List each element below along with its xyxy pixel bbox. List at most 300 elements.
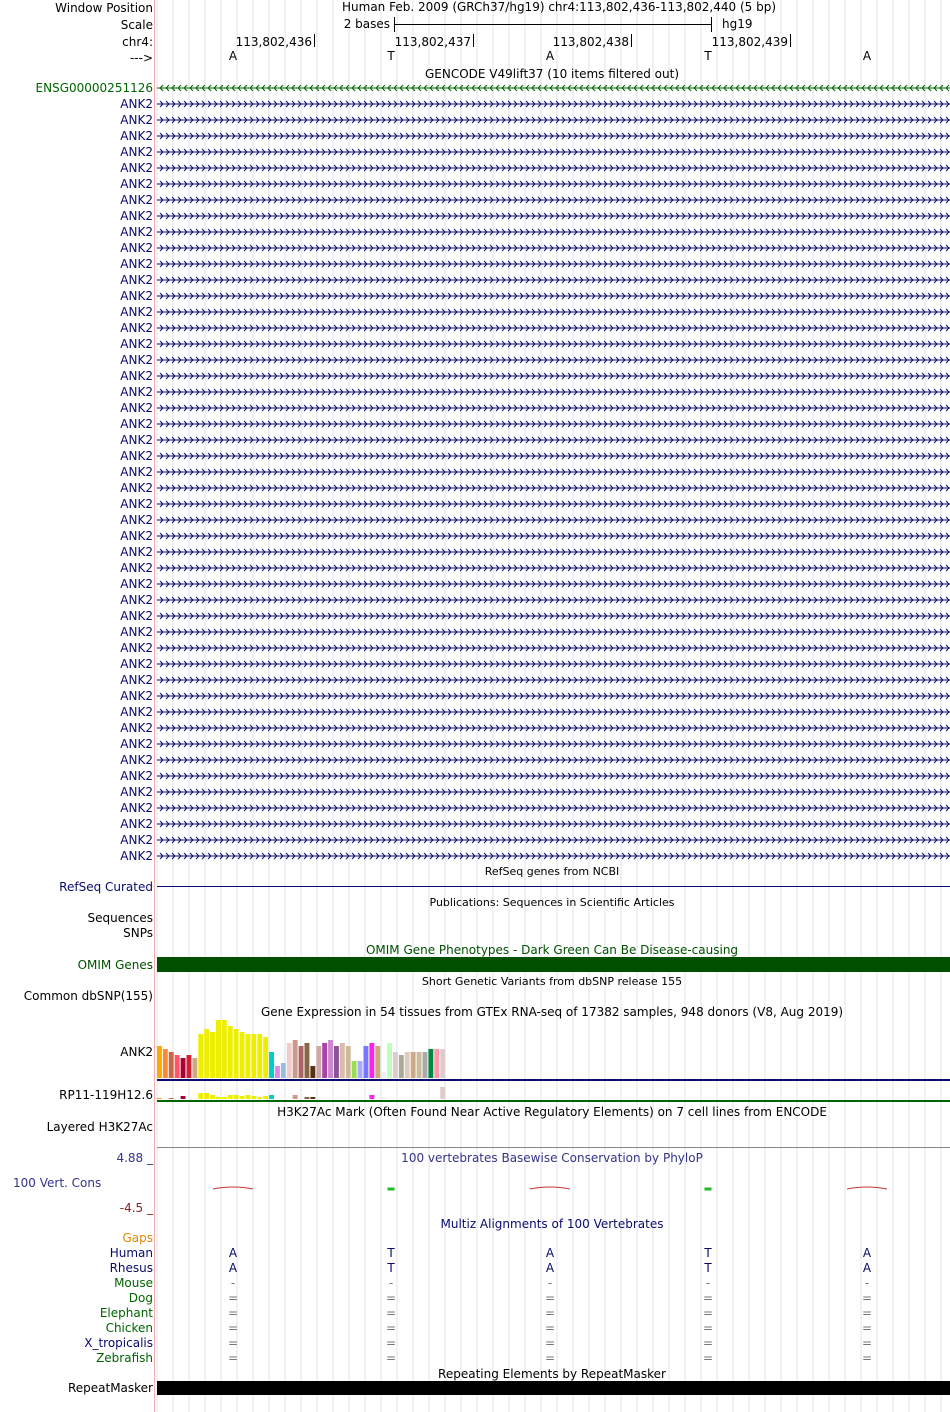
plus-strand-arrows [157, 803, 950, 813]
ruler-base: A [862, 49, 872, 63]
gencode-gene-label[interactable]: ANK2 [120, 225, 153, 239]
gencode-gene-label[interactable]: ANK2 [120, 289, 153, 303]
gencode-gene-label[interactable]: ANK2 [120, 561, 153, 575]
multiz-aligned-base: - [388, 1276, 394, 1290]
gtex-rp11-tissue-bar [369, 1095, 374, 1099]
multiz-species-label[interactable]: Dog [128, 1291, 153, 1305]
gencode-gene-label[interactable]: ANK2 [120, 609, 153, 623]
gencode-row-ank2[interactable] [0, 288, 950, 304]
gencode-gene-label[interactable]: ANK2 [120, 97, 153, 111]
gtex-rp11-tissue-bar [216, 1097, 221, 1099]
plus-strand-arrows [157, 531, 950, 541]
gtex-tissue-bar [269, 1052, 274, 1078]
gencode-row-ank2[interactable] [0, 400, 950, 416]
plus-strand-arrows [157, 259, 950, 269]
multiz-aligned-base: = [544, 1306, 556, 1320]
multiz-aligned-base: = [544, 1336, 556, 1350]
multiz-aligned-base: = [861, 1351, 873, 1365]
gtex-rp11-tissue-bar [228, 1095, 233, 1099]
gtex-track-title[interactable]: Gene Expression in 54 tissues from GTEx RNA-seq of 17382 samples, 948 donors (V8, Aug 2019) [260, 1005, 844, 1019]
gencode-row-ank2[interactable] [0, 736, 950, 752]
multiz-gaps-label: Gaps [122, 1231, 153, 1245]
assembly-position-text: Human Feb. 2009 (GRCh37/hg19) chr4:113,802,436-113,802,440 (5 bp) [342, 0, 777, 14]
plus-strand-arrows [157, 163, 950, 173]
gencode-row-ensg[interactable] [0, 80, 950, 96]
plus-strand-arrows [157, 547, 950, 557]
ruler-base: A [228, 49, 238, 63]
multiz-aligned-base: = [227, 1336, 239, 1350]
plus-strand-arrows [157, 467, 950, 477]
gencode-row-ank2[interactable] [0, 544, 950, 560]
gencode-row-ank2[interactable] [0, 640, 950, 656]
publications-sequences-label[interactable]: Sequences [87, 911, 153, 925]
gencode-row-ank2[interactable] [0, 256, 950, 272]
gtex-tissue-bar [251, 1034, 256, 1078]
gencode-gene-label[interactable]: ANK2 [120, 305, 153, 319]
multiz-aligned-base: = [861, 1291, 873, 1305]
multiz-aligned-base: = [861, 1321, 873, 1335]
gtex-tissue-bar [328, 1040, 333, 1078]
gencode-gene-label[interactable]: ANK2 [120, 161, 153, 175]
gtex-tissue-bar [228, 1026, 233, 1078]
gtex-tissue-bar [405, 1052, 410, 1078]
gencode-gene-label[interactable]: ANK2 [120, 577, 153, 591]
gtex-rp11-tissue-bar [257, 1097, 262, 1099]
gencode-row-ank2[interactable] [0, 784, 950, 800]
gencode-row-ank2[interactable] [0, 208, 950, 224]
gencode-gene-label[interactable]: ANK2 [120, 705, 153, 719]
plus-strand-arrows [157, 675, 950, 685]
gtex-tissue-bar [305, 1043, 310, 1078]
gtex-ank2-label[interactable]: ANK2 [120, 1045, 153, 1059]
plus-strand-arrows [157, 723, 950, 733]
phylop-score-mark [847, 1187, 887, 1189]
gencode-gene-label[interactable]: ANK2 [120, 257, 153, 271]
gencode-gene-label[interactable]: ANK2 [120, 113, 153, 127]
multiz-aligned-base: = [702, 1306, 714, 1320]
gtex-rp11-gene-line [157, 1100, 950, 1102]
publications-snps-label[interactable]: SNPs [123, 926, 153, 940]
gtex-tissue-bar [346, 1046, 351, 1078]
plus-strand-arrows [157, 499, 950, 509]
gtex-tissue-bar [210, 1032, 215, 1078]
gencode-row-ank2[interactable] [0, 176, 950, 192]
gencode-gene-label[interactable]: ANK2 [120, 673, 153, 687]
multiz-aligned-base: = [385, 1306, 397, 1320]
gencode-gene-label[interactable]: ANK2 [120, 641, 153, 655]
gencode-row-ank2[interactable] [0, 752, 950, 768]
gtex-tissue-bar [275, 1066, 280, 1078]
gencode-gene-label[interactable]: ANK2 [120, 801, 153, 815]
gtex-tissue-bar [263, 1037, 268, 1078]
multiz-aligned-base: - [547, 1276, 553, 1290]
gencode-gene-label[interactable]: ANK2 [120, 817, 153, 831]
gencode-row-ank2[interactable] [0, 576, 950, 592]
plus-strand-arrows [157, 307, 950, 317]
gencode-row-ank2[interactable] [0, 464, 950, 480]
multiz-species-label[interactable]: Human [109, 1246, 153, 1260]
gencode-gene-label[interactable]: ANK2 [120, 273, 153, 287]
gencode-gene-label[interactable]: ANK2 [120, 417, 153, 431]
gencode-row-ank2[interactable] [0, 704, 950, 720]
gencode-row-ank2[interactable] [0, 624, 950, 640]
gtex-tissue-bar [157, 1046, 162, 1078]
multiz-aligned-base: - [230, 1276, 236, 1290]
multiz-aligned-base: = [702, 1321, 714, 1335]
plus-strand-arrows [157, 643, 950, 653]
gtex-rp11-tissue-bar [246, 1095, 251, 1099]
phylop-score-mark [388, 1188, 394, 1190]
omim-gene-bar[interactable] [157, 957, 950, 972]
refseq-track-title[interactable]: RefSeq genes from NCBI [484, 865, 620, 878]
gencode-row-ank2[interactable] [0, 224, 950, 240]
gencode-row-ank2[interactable] [0, 272, 950, 288]
gencode-row-ank2[interactable] [0, 144, 950, 160]
gtex-tissue-bar [287, 1043, 292, 1078]
plus-strand-arrows [157, 131, 950, 141]
gtex-tissue-bar [281, 1063, 286, 1078]
gtex-rp11-tissue-bar [222, 1097, 227, 1099]
plus-strand-arrows [157, 659, 950, 669]
multiz-aligned-base: A [228, 1261, 238, 1275]
gtex-rp11-tissue-bar [210, 1095, 215, 1099]
gencode-gene-label[interactable]: ANK2 [120, 465, 153, 479]
phylop-max: 4.88 _ [116, 1151, 153, 1165]
multiz-aligned-base: = [544, 1321, 556, 1335]
multiz-aligned-base: = [227, 1291, 239, 1305]
phylop-track-title[interactable]: 100 vertebrates Basewise Conservation by PhyloP [401, 1151, 703, 1165]
gtex-tissue-bar [163, 1049, 168, 1078]
omim-track-title[interactable]: OMIM Gene Phenotypes - Dark Green Can Be Disease-causing [365, 943, 739, 957]
gencode-gene-label[interactable]: ANK2 [120, 593, 153, 607]
ruler-position-tick [790, 34, 791, 47]
gencode-row-ank2[interactable] [0, 768, 950, 784]
plus-strand-arrows [157, 179, 950, 189]
scale-bar-left-tick [394, 17, 395, 32]
gtex-tissue-bar [187, 1055, 192, 1078]
plus-strand-arrows [157, 451, 950, 461]
gtex-tissue-bar [340, 1043, 345, 1078]
gtex-tissue-bar [322, 1043, 327, 1078]
plus-strand-arrows [157, 771, 950, 781]
multiz-aligned-base: T [387, 1261, 395, 1275]
gencode-gene-label[interactable]: ANK2 [120, 769, 153, 783]
gtex-tissue-bar [234, 1029, 239, 1078]
gencode-gene-label[interactable]: ANK2 [120, 401, 153, 415]
gtex-rp11-tissue-bar [234, 1095, 239, 1099]
gtex-rp11-tissue-bar [240, 1096, 245, 1099]
gtex-tissue-bar [192, 1058, 197, 1078]
scale-db-text: hg19 [722, 17, 753, 31]
plus-strand-arrows [157, 211, 950, 221]
gtex-tissue-bar [364, 1046, 369, 1078]
gencode-gene-label[interactable]: ANK2 [120, 849, 153, 863]
gtex-tissue-bar [417, 1052, 422, 1078]
multiz-aligned-base: A [228, 1246, 238, 1260]
gencode-gene-label[interactable]: ANK2 [120, 177, 153, 191]
gencode-row-ank2[interactable] [0, 656, 950, 672]
gtex-tissue-bar [440, 1049, 445, 1078]
gtex-tissue-bar [411, 1052, 416, 1078]
gtex-rp11-tissue-bar [293, 1095, 298, 1099]
gencode-gene-label[interactable]: ANK2 [120, 545, 153, 559]
multiz-aligned-base: = [544, 1291, 556, 1305]
plus-strand-arrows [157, 387, 950, 397]
multiz-track-title[interactable]: Multiz Alignments of 100 Vertebrates [440, 1217, 664, 1231]
plus-strand-arrows [157, 595, 950, 605]
plus-strand-arrows [157, 195, 950, 205]
gencode-row-ank2[interactable] [0, 688, 950, 704]
gencode-row-ank2[interactable] [0, 96, 950, 112]
gtex-tissue-bar [216, 1020, 221, 1078]
gtex-rp11-tissue-bar [204, 1093, 209, 1099]
gtex-rp11-tissue-bar [263, 1096, 268, 1099]
gtex-tissue-bar [310, 1066, 315, 1078]
gencode-row-ank2[interactable] [0, 336, 950, 352]
multiz-aligned-base: = [702, 1336, 714, 1350]
gtex-ank2-gene-line [157, 1079, 950, 1081]
dbsnp-label[interactable]: Common dbSNP(155) [23, 989, 153, 1003]
gtex-tissue-bar [246, 1034, 251, 1078]
gencode-row-ank2[interactable] [0, 480, 950, 496]
plus-strand-arrows [157, 563, 950, 573]
gencode-gene-label[interactable]: ANK2 [120, 833, 153, 847]
refseq-gene-line[interactable] [157, 886, 950, 887]
multiz-aligned-base: = [702, 1291, 714, 1305]
gencode-gene-label[interactable]: ANK2 [120, 385, 153, 399]
gencode-row-ank2[interactable] [0, 112, 950, 128]
ruler-base: A [545, 49, 555, 63]
multiz-species-label[interactable]: Chicken [105, 1321, 153, 1335]
gtex-tissue-bar [299, 1046, 304, 1078]
plus-strand-arrows [157, 291, 950, 301]
gtex-tissue-bar [334, 1046, 339, 1078]
gencode-row-ank2[interactable] [0, 608, 950, 624]
plus-strand-arrows [157, 371, 950, 381]
gencode-gene-label[interactable]: ANK2 [120, 625, 153, 639]
gencode-gene-label[interactable]: ANK2 [120, 129, 153, 143]
gencode-gene-label[interactable]: ANK2 [120, 369, 153, 383]
multiz-aligned-base: T [704, 1261, 712, 1275]
multiz-aligned-base: T [387, 1246, 395, 1260]
plus-strand-arrows [157, 755, 950, 765]
multiz-aligned-base: = [385, 1321, 397, 1335]
plus-strand-arrows [157, 243, 950, 253]
gencode-row-ank2[interactable] [0, 832, 950, 848]
multiz-aligned-base: = [544, 1351, 556, 1365]
gtex-rp11-tissue-bar [310, 1097, 315, 1099]
gencode-gene-label[interactable]: ANK2 [120, 241, 153, 255]
h3k27ac-label[interactable]: Layered H3K27Ac [46, 1120, 153, 1134]
multiz-species-label[interactable]: Mouse [114, 1276, 153, 1290]
gtex-tissue-bar [434, 1049, 439, 1078]
gencode-row-ank2[interactable] [0, 720, 950, 736]
gencode-row-ank2[interactable] [0, 848, 950, 864]
multiz-aligned-base: A [545, 1261, 555, 1275]
gencode-row-ank2[interactable] [0, 416, 950, 432]
ruler-position-tick [473, 34, 474, 47]
gencode-row-ank2[interactable] [0, 496, 950, 512]
ruler-base: T [704, 49, 712, 63]
gtex-rp11-tissue-bar [157, 1098, 162, 1099]
gencode-gene-label[interactable]: ANK2 [120, 337, 153, 351]
gtex-tissue-bar [423, 1052, 428, 1078]
gencode-gene-label[interactable]: ANK2 [120, 481, 153, 495]
plus-strand-arrows [157, 611, 950, 621]
gtex-tissue-bar [381, 1072, 386, 1078]
gtex-tissue-bar [316, 1046, 321, 1078]
gtex-rp11-label[interactable]: RP11-119H12.6 [59, 1088, 153, 1102]
gencode-row-ank2[interactable] [0, 592, 950, 608]
gencode-row-ank2[interactable] [0, 368, 950, 384]
gtex-tissue-bar [257, 1034, 262, 1078]
gtex-tissue-bar [399, 1055, 404, 1078]
phylop-min: -4.5 _ [119, 1201, 153, 1215]
gtex-rp11-tissue-bar [440, 1087, 445, 1099]
gencode-row-ank2[interactable] [0, 160, 950, 176]
gencode-row-ank2[interactable] [0, 432, 950, 448]
plus-strand-arrows [157, 115, 950, 125]
phylop-score-mark [705, 1188, 711, 1190]
strand-label: ---> [129, 51, 153, 65]
gencode-row-ank2[interactable] [0, 128, 950, 144]
multiz-aligned-base: = [227, 1306, 239, 1320]
multiz-aligned-base: = [861, 1336, 873, 1350]
plus-strand-arrows [157, 739, 950, 749]
plus-strand-arrows [157, 787, 950, 797]
gtex-tissue-bar [204, 1029, 209, 1078]
gencode-row-ank2[interactable] [0, 320, 950, 336]
gtex-tissue-bar [181, 1058, 186, 1078]
plus-strand-arrows [157, 483, 950, 493]
ruler-position-label: 113,802,438 [552, 35, 629, 49]
multiz-aligned-base: = [702, 1351, 714, 1365]
gencode-gene-label[interactable]: ANK2 [120, 657, 153, 671]
multiz-aligned-base: = [385, 1351, 397, 1365]
gtex-rp11-tissue-bar [305, 1097, 310, 1099]
refseq-label[interactable]: RefSeq Curated [59, 880, 153, 894]
ruler-position-label: 113,802,437 [394, 35, 471, 49]
phylop-label[interactable]: 100 Vert. Cons [13, 1176, 102, 1190]
scale-text: 2 bases [343, 17, 390, 31]
repeatmasker-label[interactable]: RepeatMasker [67, 1381, 153, 1395]
dbsnp-track-title[interactable]: Short Genetic Variants from dbSNP release 155 [421, 975, 683, 988]
gtex-tissue-bar [352, 1061, 357, 1078]
gtex-tissue-bar [240, 1032, 245, 1078]
gtex-tissue-bar [369, 1043, 374, 1078]
gencode-gene-label[interactable]: ENSG00000251126 [35, 81, 153, 95]
gtex-tissue-bar [375, 1046, 380, 1078]
repeatmasker-track-title[interactable]: Repeating Elements by RepeatMasker [438, 1367, 666, 1381]
gencode-row-ank2[interactable] [0, 528, 950, 544]
plus-strand-arrows [157, 851, 950, 861]
phylop-score-mark [530, 1187, 570, 1189]
multiz-aligned-base: = [385, 1336, 397, 1350]
gtex-tissue-bar [393, 1052, 398, 1078]
gencode-gene-label[interactable]: ANK2 [120, 433, 153, 447]
gencode-gene-label[interactable]: ANK2 [120, 209, 153, 223]
multiz-aligned-base: = [227, 1321, 239, 1335]
plus-strand-arrows [157, 835, 950, 845]
ruler-position-label: 113,802,436 [235, 35, 312, 49]
gencode-row-ank2[interactable] [0, 816, 950, 832]
gencode-gene-label[interactable]: ANK2 [120, 753, 153, 767]
plus-strand-arrows [157, 515, 950, 525]
gencode-row-ank2[interactable] [0, 384, 950, 400]
multiz-aligned-base: = [227, 1351, 239, 1365]
plus-strand-arrows [157, 403, 950, 413]
gencode-row-ank2[interactable] [0, 304, 950, 320]
multiz-aligned-base: T [704, 1246, 712, 1260]
omim-label[interactable]: OMIM Genes [77, 958, 153, 972]
multiz-aligned-base: - [705, 1276, 711, 1290]
gencode-row-ank2[interactable] [0, 560, 950, 576]
ruler-base: T [387, 49, 395, 63]
gencode-gene-label[interactable]: ANK2 [120, 353, 153, 367]
gencode-gene-label[interactable]: ANK2 [120, 737, 153, 751]
gtex-tissue-bar [198, 1034, 203, 1078]
scale-label: Scale [120, 18, 153, 32]
multiz-aligned-base: = [385, 1291, 397, 1305]
gencode-gene-label[interactable]: ANK2 [120, 785, 153, 799]
plus-strand-arrows [157, 691, 950, 701]
plus-strand-arrows [157, 419, 950, 429]
gencode-gene-label[interactable]: ANK2 [120, 145, 153, 159]
gencode-gene-label[interactable]: ANK2 [120, 321, 153, 335]
gencode-gene-label[interactable]: ANK2 [120, 529, 153, 543]
gencode-gene-label[interactable]: ANK2 [120, 193, 153, 207]
plus-strand-arrows [157, 323, 950, 333]
gencode-row-ank2[interactable] [0, 240, 950, 256]
multiz-species-label[interactable]: X_tropicalis [84, 1336, 153, 1350]
ruler-position-tick [631, 34, 632, 47]
gencode-row-ank2[interactable] [0, 352, 950, 368]
gencode-row-ank2[interactable] [0, 512, 950, 528]
ruler-position-label: 113,802,439 [711, 35, 788, 49]
gencode-gene-label[interactable]: ANK2 [120, 513, 153, 527]
gencode-track-title[interactable]: GENCODE V49lift37 (10 items filtered out) [424, 67, 680, 81]
gencode-gene-label[interactable]: ANK2 [120, 497, 153, 511]
gencode-row-ank2[interactable] [0, 192, 950, 208]
plus-strand-arrows [157, 819, 950, 829]
gtex-tissue-bar [222, 1020, 227, 1078]
gtex-tissue-bar [428, 1049, 433, 1078]
scale-bar [394, 24, 711, 25]
repeatmasker-bar[interactable] [157, 1381, 950, 1395]
gencode-row-ank2[interactable] [0, 800, 950, 816]
multiz-aligned-base: A [862, 1261, 872, 1275]
multiz-species-label[interactable]: Elephant [99, 1306, 153, 1320]
gencode-row-ank2[interactable] [0, 672, 950, 688]
gencode-gene-label[interactable]: ANK2 [120, 721, 153, 735]
plus-strand-arrows [157, 275, 950, 285]
ruler-position-tick [314, 34, 315, 47]
gencode-row-ank2[interactable] [0, 448, 950, 464]
gtex-rp11-tissue-bar [169, 1098, 174, 1099]
multiz-species-label[interactable]: Zebrafish [96, 1351, 153, 1365]
gtex-tissue-bar [175, 1055, 180, 1078]
multiz-species-label[interactable]: Rhesus [109, 1261, 153, 1275]
multiz-aligned-base: A [862, 1246, 872, 1260]
minus-strand-arrows [157, 83, 950, 93]
publications-track-title[interactable]: Publications: Sequences in Scientific Articles [429, 896, 675, 909]
gencode-gene-label[interactable]: ANK2 [120, 689, 153, 703]
h3k27ac-track-title[interactable]: H3K27Ac Mark (Often Found Near Active Regulatory Elements) on 7 cell lines from ENCODE [277, 1105, 827, 1119]
gtex-tissue-bar [387, 1043, 392, 1078]
window-position-label: Window Position [55, 1, 153, 15]
gtex-tissue-bar [169, 1052, 174, 1078]
gencode-gene-label[interactable]: ANK2 [120, 449, 153, 463]
